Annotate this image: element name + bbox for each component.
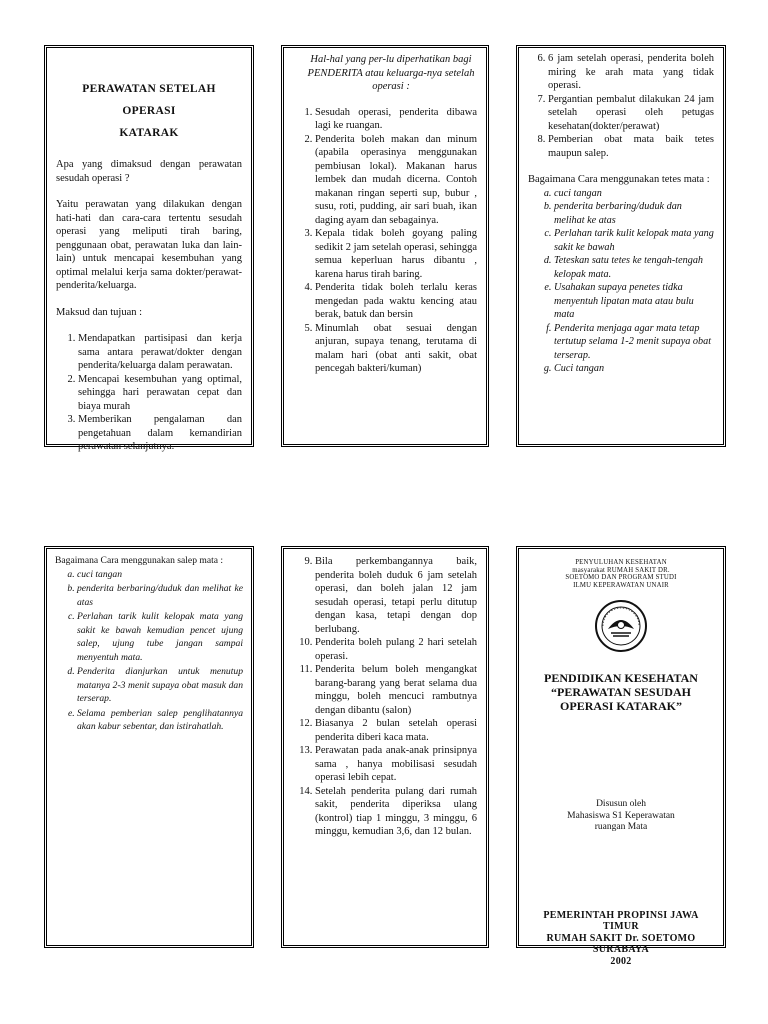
list-item: c. Perlahan tarik kulit kelopak mata yang sakit ke bawah [554,227,714,254]
list-item: 7. Pergantian pembalut dilakukan 24 jam setelah operasi oleh petugas kesehatan(dokter/perawat) [548,93,714,134]
list-item: a. cuci tangan [77,568,243,582]
university-seal-icon [594,599,648,653]
ointment-steps [55,568,243,734]
ointment-label: Bagaimana Cara menggunakan salep mata : [55,555,224,566]
eye-drops-label: Bagaimana Cara menggunakan tetes mata : [528,174,710,185]
footer-line: SURABAYA [592,944,650,956]
title-line: PERAWATAN SETELAH OPERASI [82,83,216,117]
list-item: 8. Pemberian obat mata baik tetes maupun salep. [548,133,714,160]
list-item: 3. Memberikan pengalaman dan pengetahuan dalam kemandirian perawatan selanjutnya. [78,413,242,454]
author-line: Mahasiswa S1 Keperawatan [567,810,675,821]
list-item: 3. Kepala tidak boleh goyang paling sedikit 2 jam setelah operasi, sehingga semua keperluan harus dibantu , karena harus tirah baring. [315,227,477,281]
list-item: 4. Penderita tidak boleh terlalu keras mengedan pada waktu kencing atau berak, batuk dan bersin [315,281,477,322]
recovery-list [293,555,477,839]
header-line: SOETOMO DAN PROGRAM STUDI [565,574,677,582]
patient-notes-intro: Hal-hal yang per-lu diperhatikan bagi PENDERITA atau keluarga-nya setelah operasi : [307,54,475,92]
list-item: b. penderita berbaring/duduk dan melihat ke atas [554,200,714,227]
header-line: PENYULUHAN KESEHATAN [575,559,667,566]
list-item: 1. Mendapatkan partisipasi dan kerja sama antara perawat/dokter dengan penderita/keluarga dalam perawatan. [78,332,242,373]
footer-line: RUMAH SAKIT Dr. SOETOMO [546,932,696,944]
leaflet-panel-eye-drops [516,45,726,447]
list-item: 13. Perawatan pada anak-anak prinsipnya sama , hanya mobilisasi sesudah operasi lebih cepat. [315,744,477,785]
leaflet-title [56,78,242,144]
list-item: d. Teteskan satu tetes ke tengah-tengah kelopak mata. [554,254,714,281]
cover-author [528,799,714,834]
cover-footer [528,910,714,968]
list-item: c. Perlahan tarik kulit kelopak mata yang sakit ke bawah kemudian pencet ujung salep, ujung tube jangan sampai menyentuh mata. [77,610,243,664]
header-line: ILMU KEPERAWATAN UNAIR [573,581,669,589]
leaflet-panel-ointment [44,546,254,948]
cover-header [528,559,714,589]
list-item: e. Usahakan supaya penetes tidka menyentuh lipatan mata atau bulu mata [554,281,714,322]
list-item: 10. Penderita boleh pulang 2 hari setelah operasi. [315,636,477,663]
author-line: Disusun oleh [596,799,646,810]
title-line: OPERASI KATARAK” [560,699,682,714]
list-item: 12. Biasanya 2 bulan setelah operasi penderita diberi kaca mata. [315,717,477,744]
list-item: 2. Penderita boleh makan dan minum (apabila operasinya menggunakan pembiusan lokal). Makanan harus lembek dan mudah dicerna. Contoh makanan ringan seperti sup, bubur , susu, roti, pudding, air sari buah, ikan daging ayam dan sebagainya. [315,133,477,228]
list-item: 9. Bila perkembangannya baik, penderita boleh duduk 6 jam setelah operasi, dan boleh jalan 12 jam sesudah operasi, tetapi perlu ditutup dengan kasa, tetapi dengan dop berlubang. [315,555,477,636]
definition-question: Apa yang dimaksud dengan perawatan sesudah operasi ? [56,159,242,184]
list-item: a. cuci tangan [554,187,714,201]
title-line: KATARAK [119,127,179,139]
footer-line: PEMERINTAH PROPINSI JAWA TIMUR [543,909,699,933]
list-item: 11. Penderita belum boleh mengangkat barang-barang yang berat selama dua minggu, boleh mencuci rambutnya dengan dibantu (salon) [315,663,477,717]
leaflet-panel-intro [44,45,254,452]
aims-label: Maksud dan tujuan : [56,306,143,318]
list-item: 14. Setelah penderita pulang dari rumah sakit, penderita diperiksa ulang (kontrol) tiap 1 minggu, 3 minggu, 6 minggu, kemudian 3,6, dan 12 bulan. [315,785,477,839]
list-item: b. penderita berbaring/duduk dan melihat ke atas [77,582,243,609]
definition-answer: Yaitu perawatan yang dilakukan dengan hati-hati dan cara-cara tertentu sesudah operasi yang meliputi tirah baring, penggunaan obat, perawatan luka dan lain-lain) untuk mencapai kesembuhan yang optimal melalui kerja sama dokter/perawat-penderita/keluarga. [56,199,242,291]
list-item: f. Penderita menjaga agar mata tetap tertutup selama 1-2 menit supaya obat terserap. [554,322,714,363]
patient-notes-list-continued [528,52,714,160]
list-item: 6. 6 jam setelah operasi, penderita boleh miring ke arah mata yang tidak operasi. [548,52,714,93]
list-item: 1. Sesudah operasi, penderita dibawa lagi ke ruangan. [315,106,477,133]
list-item: g. Cuci tangan [554,362,714,376]
aims-list [56,332,242,454]
leaflet-panel-cover [516,546,726,967]
title-line: PENDIDIKAN KESEHATAN [544,671,698,686]
title-line: “PERAWATAN SESUDAH [551,685,691,700]
list-item: 2. Mencapai kesembuhan yang optimal, sehingga hari perawatan cepat dan biaya murah [78,373,242,414]
list-item: 5. Minumlah obat sesuai dengan anjuran, supaya tenang, terutama di malam hari (obat anti sakit, obat pencegah bakteri/kuman) [315,322,477,376]
author-line: ruangan Mata [594,822,648,833]
leaflet-panel-patient-notes [281,45,489,447]
header-line: masyarakat RUMAH SAKIT DR. [572,566,670,574]
list-item: e. Selama pemberian salep penglihatannya akan kabur sebentar, dan istirahatlah. [77,707,243,734]
footer-line: 2002 [610,955,632,967]
eye-drops-steps [528,187,714,376]
patient-notes-list [293,106,477,376]
cover-title [528,671,714,713]
leaflet-panel-recovery [281,546,489,948]
list-item: d. Penderita dianjurkan untuk menutup matanya 2-3 menit supaya obat masuk dan terserap. [77,665,243,706]
